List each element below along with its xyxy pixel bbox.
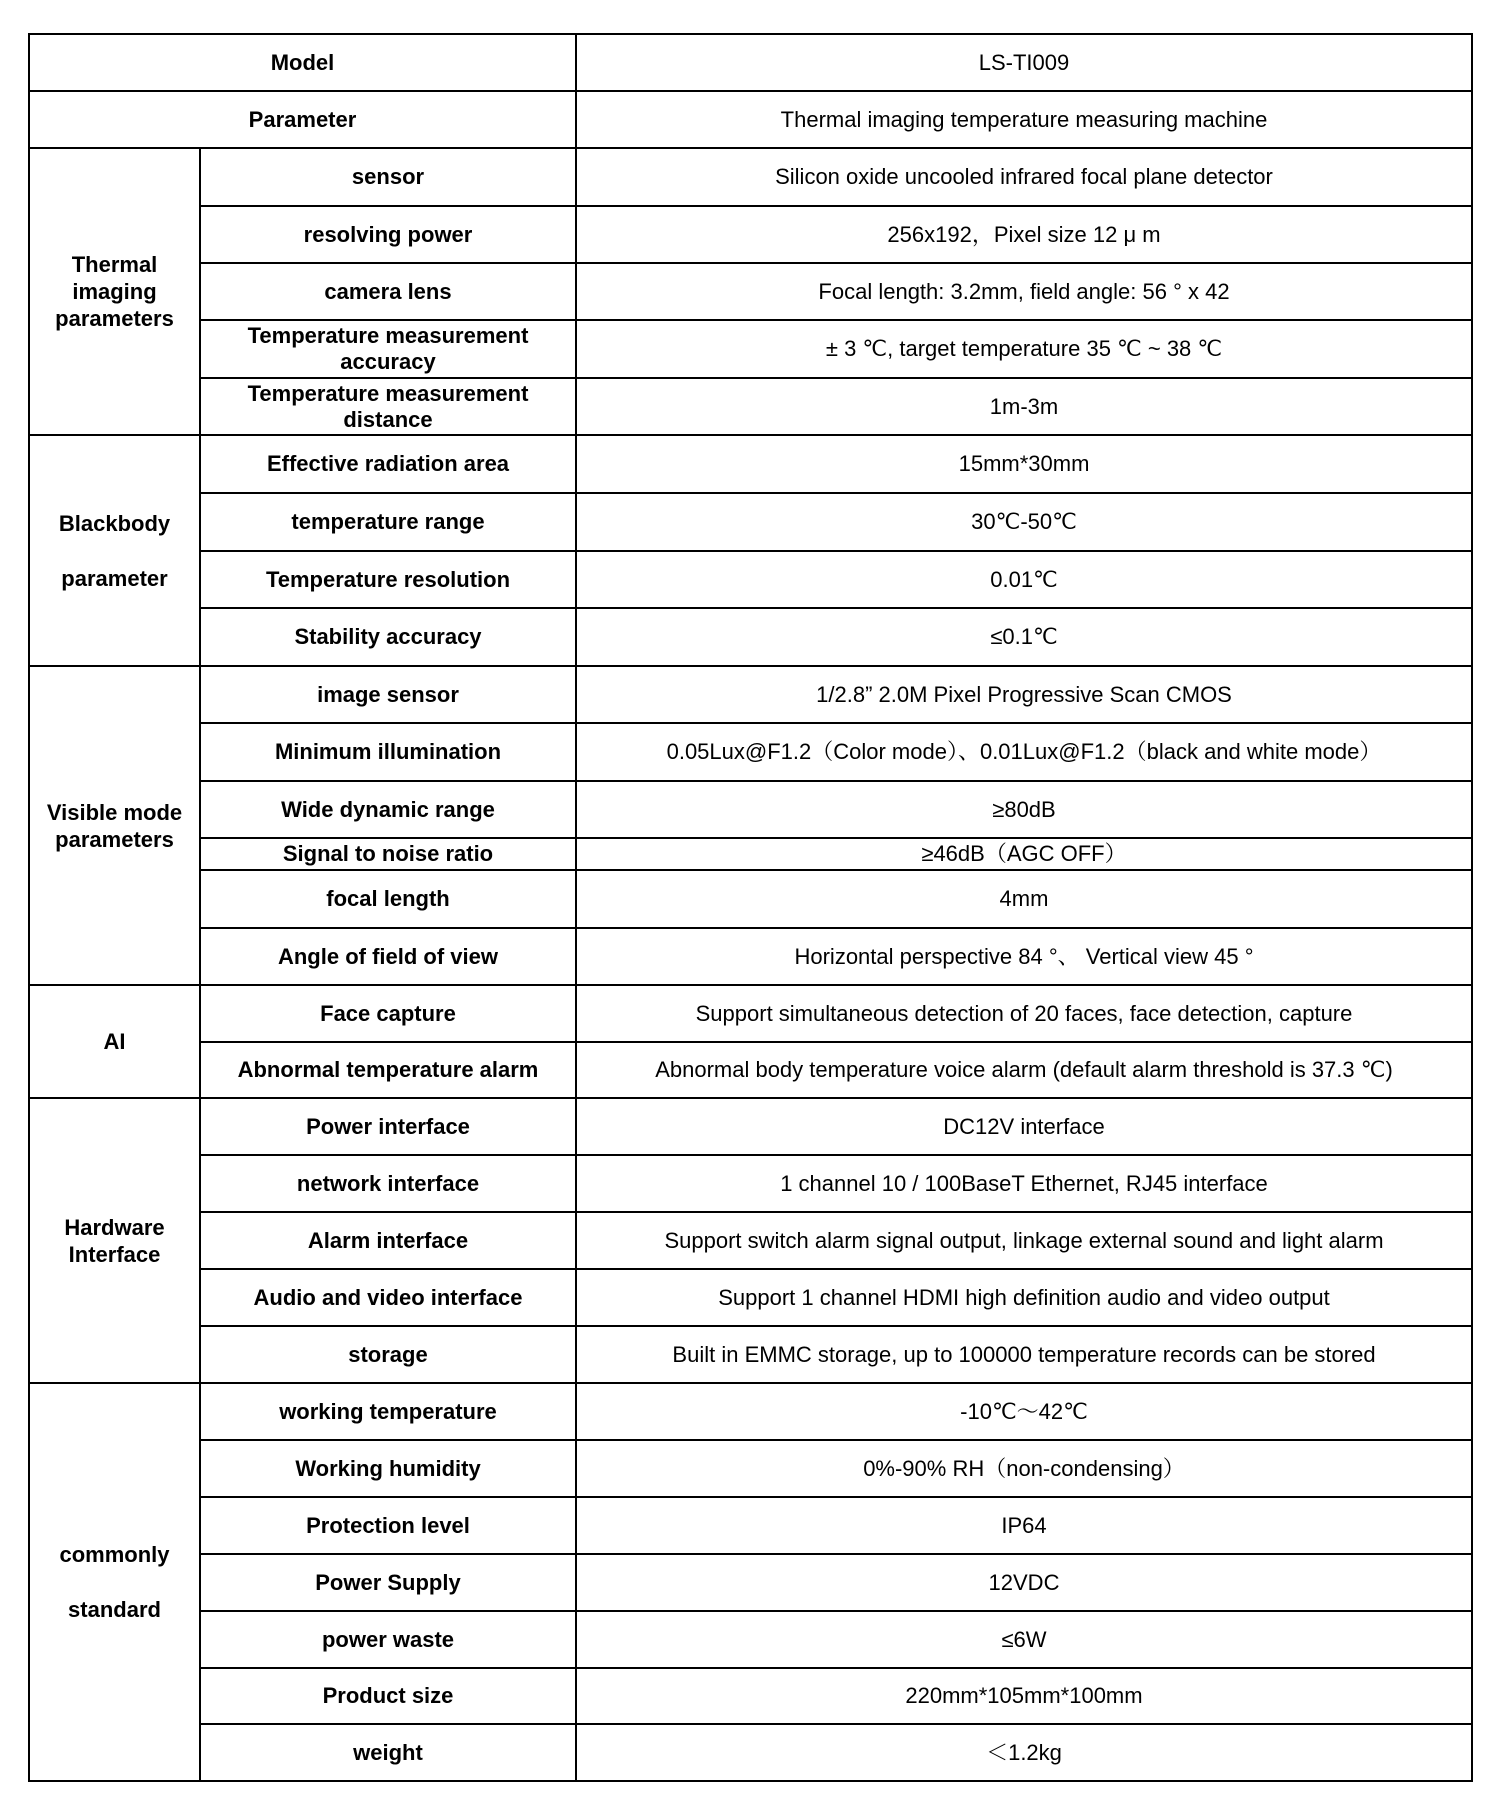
spec-label: Audio and video interface [200,1269,576,1326]
spec-row [29,320,1472,378]
model-value: LS-TI009 [576,34,1472,91]
spec-label: Temperature resolution [200,551,576,608]
spec-value: DC12V interface [576,1098,1472,1155]
spec-value: 0.01℃ [576,551,1472,608]
spec-value: Support simultaneous detection of 20 faces, face detection, capture [576,985,1472,1042]
spec-label: Alarm interface [200,1212,576,1269]
spec-row [29,1326,1472,1383]
spec-row [29,1668,1472,1724]
spec-row [29,1212,1472,1269]
spec-label: Face capture [200,985,576,1042]
spec-row [29,1554,1472,1611]
spec-label: working temperature [200,1383,576,1440]
spec-row [29,1042,1472,1098]
spec-row [29,551,1472,608]
spec-row [29,928,1472,985]
spec-value: 0.05Lux@F1.2（Color mode）、0.01Lux@F1.2（black and white mode） [576,723,1472,781]
spec-row [29,1611,1472,1668]
spec-row [29,608,1472,666]
group-thermal-title: Thermal imaging parameters [29,148,200,435]
spec-label: storage [200,1326,576,1383]
spec-label: camera lens [200,263,576,320]
spec-value: Horizontal perspective 84 °、 Vertical view 45 ° [576,928,1472,985]
spec-value: 1m-3m [576,378,1472,435]
spec-row [29,666,1472,723]
spec-row [29,870,1472,928]
model-row [29,34,1472,91]
spec-row [29,1269,1472,1326]
spec-value: 12VDC [576,1554,1472,1611]
spec-value: Silicon oxide uncooled infrared focal plane detector [576,148,1472,206]
spec-row [29,263,1472,320]
spec-row [29,378,1472,435]
spec-label: sensor [200,148,576,206]
spec-value: ＜1.2kg [576,1724,1472,1781]
spec-value: Built in EMMC storage, up to 100000 temperature records can be stored [576,1326,1472,1383]
spec-label: Angle of field of view [200,928,576,985]
spec-row [29,1155,1472,1212]
parameter-value: Thermal imaging temperature measuring machine [576,91,1472,148]
spec-value: 220mm*105mm*100mm [576,1668,1472,1724]
spec-label: Stability accuracy [200,608,576,666]
spec-value: 0%-90% RH（non-condensing） [576,1440,1472,1497]
spec-value: ≥80dB [576,781,1472,838]
parameter-label: Parameter [29,91,576,148]
spec-label: Temperature measurement accuracy [200,320,576,378]
spec-row [29,493,1472,551]
spec-value: ≤0.1℃ [576,608,1472,666]
spec-label: power waste [200,1611,576,1668]
spec-value: Support switch alarm signal output, linkage external sound and light alarm [576,1212,1472,1269]
spec-value: IP64 [576,1497,1472,1554]
spec-value: 15mm*30mm [576,435,1472,493]
spec-value: -10℃～42℃ [576,1383,1472,1440]
spec-value: ≤6W [576,1611,1472,1668]
spec-value: Abnormal body temperature voice alarm (default alarm threshold is 37.3 ℃) [576,1042,1472,1098]
group-common-title: commonly standard [29,1383,200,1781]
spec-label: Product size [200,1668,576,1724]
spec-label: Abnormal temperature alarm [200,1042,576,1098]
spec-row [29,435,1472,493]
spec-row [29,985,1472,1042]
spec-value: 256x192，Pixel size 12 μ m [576,206,1472,263]
spec-label: resolving power [200,206,576,263]
spec-label: Minimum illumination [200,723,576,781]
spec-value: ± 3 ℃, target temperature 35 ℃ ~ 38 ℃ [576,320,1472,378]
spec-row [29,1724,1472,1781]
spec-value: ≥46dB（AGC OFF） [576,838,1472,870]
spec-label: weight [200,1724,576,1781]
spec-row [29,206,1472,263]
spec-label: Wide dynamic range [200,781,576,838]
group-visible-title: Visible mode parameters [29,666,200,985]
spec-label: image sensor [200,666,576,723]
spec-label: Power interface [200,1098,576,1155]
spec-label: Power Supply [200,1554,576,1611]
spec-label: Temperature measurement distance [200,378,576,435]
group-hardware-title: Hardware Interface [29,1098,200,1383]
spec-row [29,1383,1472,1440]
spec-row [29,1497,1472,1554]
spec-row [29,1440,1472,1497]
spec-label: Working humidity [200,1440,576,1497]
model-label: Model [29,34,576,91]
spec-label: temperature range [200,493,576,551]
group-ai-title: AI [29,985,200,1098]
spec-value: 30℃-50℃ [576,493,1472,551]
spec-label: network interface [200,1155,576,1212]
group-blackbody-title: Blackbody parameter [29,435,200,666]
spec-row [29,781,1472,838]
spec-row [29,838,1472,870]
spec-table [28,33,1473,1782]
spec-label: Protection level [200,1497,576,1554]
spec-value: Focal length: 3.2mm, field angle: 56 ° x 42 [576,263,1472,320]
spec-value: 4mm [576,870,1472,928]
spec-value: Support 1 channel HDMI high definition audio and video output [576,1269,1472,1326]
spec-row [29,148,1472,206]
spec-label: Signal to noise ratio [200,838,576,870]
spec-label: focal length [200,870,576,928]
spec-row [29,1098,1472,1155]
spec-value: 1 channel 10 / 100BaseT Ethernet, RJ45 interface [576,1155,1472,1212]
parameter-row [29,91,1472,148]
spec-label: Effective radiation area [200,435,576,493]
spec-row [29,723,1472,781]
spec-value: 1/2.8” 2.0M Pixel Progressive Scan CMOS [576,666,1472,723]
